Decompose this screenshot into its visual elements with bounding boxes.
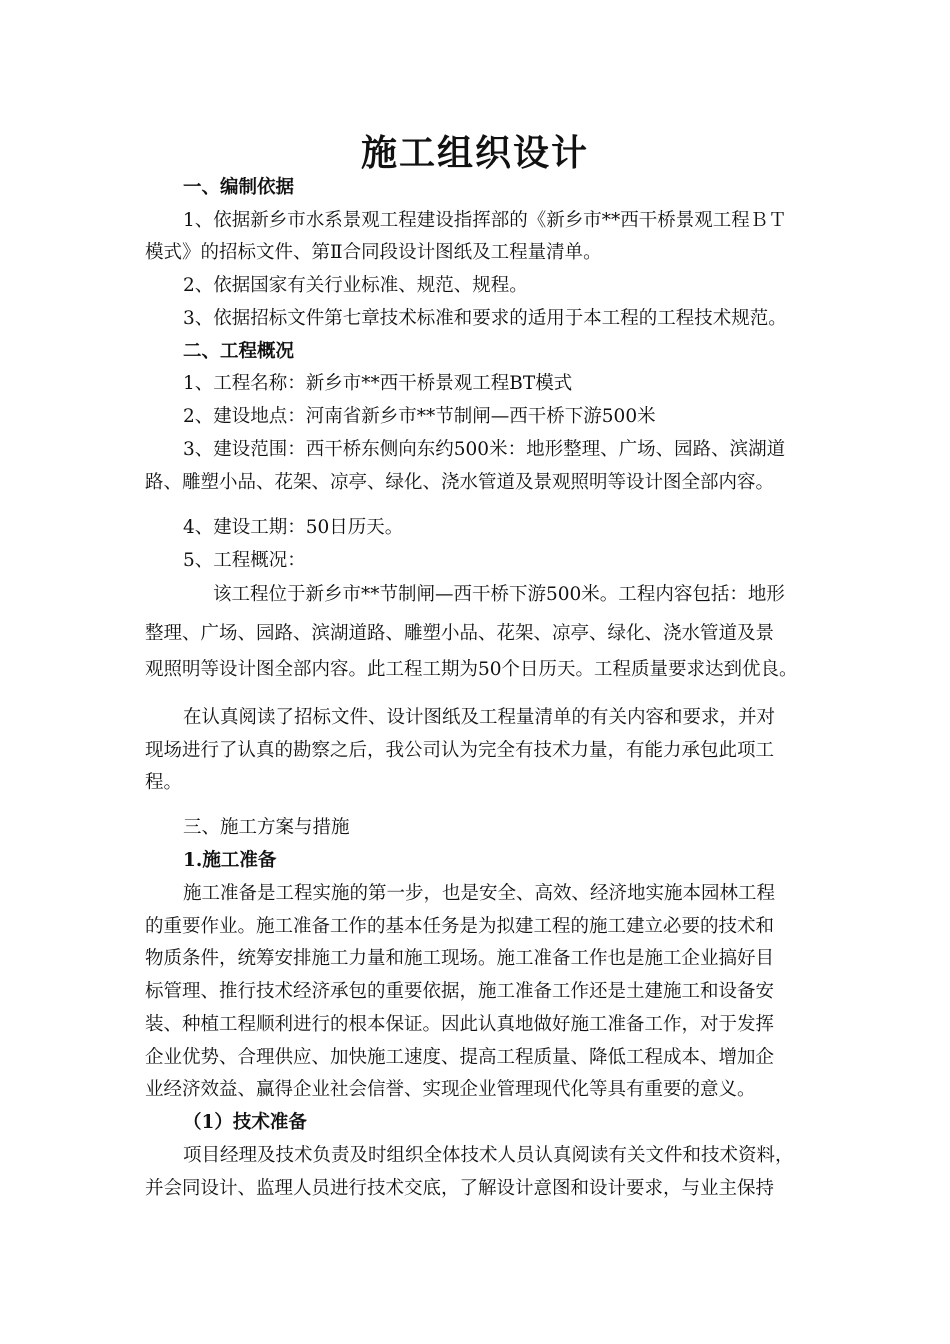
section-heading-plan: 三、施工方案与措施	[183, 817, 350, 838]
paragraph-line: 整理、广场、园路、滨湖道路、雕塑小品、花架、凉亭、绿化、浇水管道及景	[145, 623, 775, 644]
paragraph-line: 该工程位于新乡市**节制闸—西干桥下游500米。工程内容包括：地形	[213, 584, 785, 605]
subsection-heading-preparation: 1.施工准备	[183, 850, 277, 871]
paragraph-line: 1、工程名称：新乡市**西干桥景观工程BT模式	[183, 373, 573, 394]
paragraph-line: 企业优势、合理供应、加快施工速度、提高工程质量、降低工程成本、增加企	[145, 1047, 775, 1068]
paragraph-line: 3、建设范围：西干桥东侧向东约500米：地形整理、广场、园路、滨湖道	[183, 439, 786, 460]
paragraph-line: 标管理、推行技术经济承包的重要依据，施工准备工作还是土建施工和设备安	[145, 981, 775, 1002]
paragraph-line: 2、建设地点：河南省新乡市**节制闸—西干桥下游500米	[183, 406, 656, 427]
paragraph-line: 2、依据国家有关行业标准、规范、规程。	[183, 275, 528, 296]
paragraph-line: 观照明等设计图全部内容。此工程工期为50个日历天。工程质量要求达到优良。	[145, 659, 798, 680]
paragraph-line: 1、依据新乡市水系景观工程建设指挥部的《新乡市**西干桥景观工程ＢＴ	[183, 210, 787, 231]
paragraph-line: 业经济效益、赢得企业社会信誉、实现企业管理现代化等具有重要的意义。	[145, 1079, 756, 1100]
page-title: 施工组织设计	[360, 132, 589, 174]
section-heading-basis: 一、编制依据	[183, 177, 295, 198]
paragraph-line: 物质条件，统筹安排施工力量和施工现场。施工准备工作也是施工企业搞好目	[145, 948, 775, 969]
paragraph-line: 项目经理及技术负责及时组织全体技术人员认真阅读有关文件和技术资料，	[183, 1145, 794, 1166]
subsection-heading-technical: （1）技术准备	[183, 1112, 307, 1133]
paragraph-line: 现场进行了认真的勘察之后，我公司认为完全有技术力量，有能力承包此项工	[145, 740, 775, 761]
section-heading-overview: 二、工程概况	[183, 341, 295, 362]
paragraph-line: 装、种植工程顺利进行的根本保证。因此认真地做好施工准备工作，对于发挥	[145, 1014, 775, 1035]
paragraph-line: 4、建设工期：50日历天。	[183, 517, 404, 538]
paragraph-line: 模式》的招标文件、第Ⅱ合同段设计图纸及工程量清单。	[145, 242, 602, 263]
paragraph-line: 程。	[145, 772, 183, 793]
paragraph-line: 施工准备是工程实施的第一步，也是安全、高效、经济地实施本园林工程	[183, 883, 776, 904]
paragraph-line: 在认真阅读了招标文件、设计图纸及工程量清单的有关内容和要求，并对	[183, 707, 776, 728]
paragraph-line: 路、雕塑小品、花架、凉亭、绿化、浇水管道及景观照明等设计图全部内容。	[145, 472, 775, 493]
paragraph-line: 5、工程概况：	[183, 550, 306, 571]
paragraph-line: 3、依据招标文件第七章技术标准和要求的适用于本工程的工程技术规范。	[183, 308, 787, 329]
paragraph-line: 的重要作业。施工准备工作的基本任务是为拟建工程的施工建立必要的技术和	[145, 916, 775, 937]
paragraph-line: 并会同设计、监理人员进行技术交底，了解设计意图和设计要求，与业主保持	[145, 1178, 775, 1199]
